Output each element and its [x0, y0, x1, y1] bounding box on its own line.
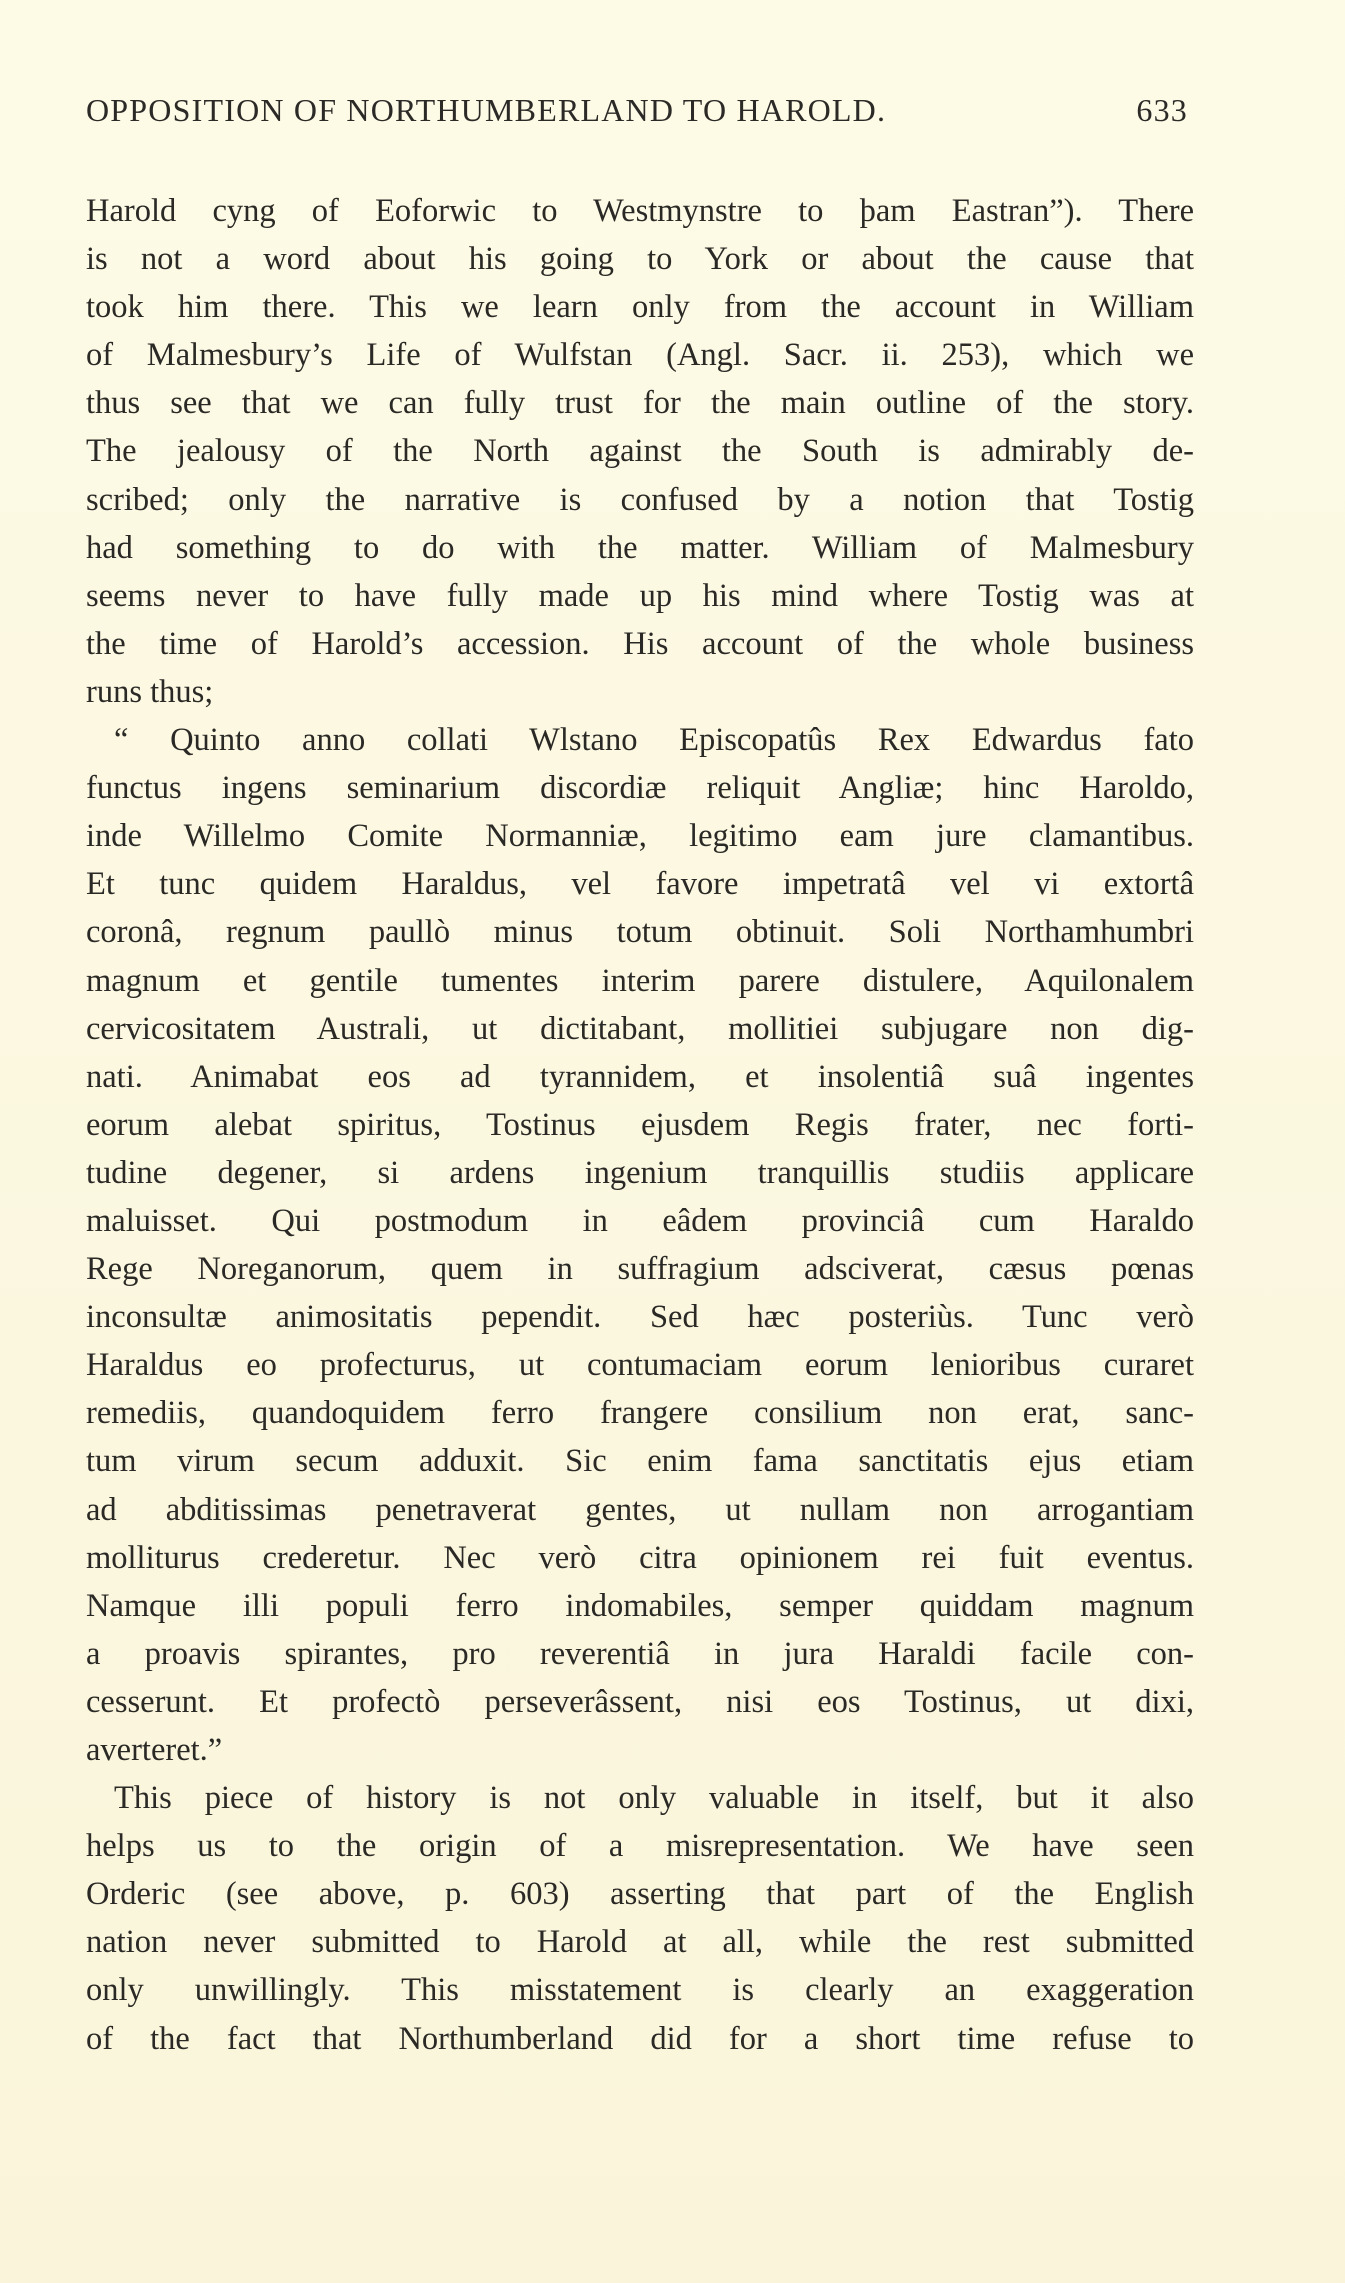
paragraph [86, 187, 1194, 716]
body-text [86, 187, 1194, 2063]
text-line: ad abditissimas penetraverat gentes, ut nullam non arrogantiam [86, 1491, 1194, 1528]
page-number: 633 [1136, 92, 1188, 128]
text-line: This piece of history is not only valuable in itself, but it also [114, 1780, 1194, 1817]
text-line: magnum et gentile tumentes interim parere distulere, Aquilonalem [86, 962, 1194, 999]
quotation-paragraph [86, 716, 1194, 1774]
text-line: nation never submitted to Harold at all, while the rest submitted [86, 1924, 1194, 1961]
text-line: scribed; only the narrative is confused by a notion that Tostig [86, 481, 1194, 518]
text-line: inconsultæ animositatis pependit. Sed hæc posteriùs. Tunc verò [86, 1299, 1194, 1336]
text-line: averteret.” [86, 1732, 223, 1768]
text-line: maluisset. Qui postmodum in eâdem provinciâ cum Haraldo [86, 1202, 1194, 1239]
text-line: Harold cyng of Eoforwic to Westmynstre to þam Eastran”). There [86, 193, 1194, 229]
text-line: cervicositatem Australi, ut dictitabant, mollitiei subjugare non dig- [86, 1010, 1194, 1047]
text-line: of the fact that Northumberland did for a short time refuse to [86, 2020, 1194, 2057]
text-line: Rege Noreganorum, quem in suffragium adsciverat, cæsus pœnas [86, 1251, 1194, 1288]
text-line: Et tunc quidem Haraldus, vel favore impetratâ vel vi extortâ [86, 866, 1194, 903]
text-line: of Malmesbury’s Life of Wulfstan (Angl. Sacr. ii. 253), which we [86, 337, 1194, 374]
text-line: “ Quinto anno collati Wlstano Episcopatûs Rex Edwardus fato [114, 722, 1194, 759]
text-line: Namque illi populi ferro indomabiles, semper quiddam magnum [86, 1587, 1194, 1624]
text-line: coronâ, regnum paullò minus totum obtinuit. Soli Northamhumbri [86, 914, 1194, 951]
text-line: is not a word about his going to York or about the cause that [86, 241, 1194, 278]
text-line: functus ingens seminarium discordiæ reliquit Angliæ; hinc Haroldo, [86, 770, 1194, 807]
text-line: the time of Harold’s accession. His account of the whole business [86, 625, 1194, 662]
text-line: a proavis spirantes, pro reverentiâ in jura Haraldi facile con- [86, 1635, 1194, 1672]
text-line: Orderic (see above, p. 603) asserting that part of the English [86, 1876, 1194, 1913]
text-line: cesserunt. Et profectò perseverâssent, nisi eos Tostinus, ut dixi, [86, 1683, 1194, 1720]
text-line: thus see that we can fully trust for the main outline of the story. [86, 385, 1194, 422]
text-line: tudine degener, si ardens ingenium tranquillis studiis applicare [86, 1154, 1194, 1191]
text-line: remediis, quandoquidem ferro frangere consilium non erat, sanc- [86, 1395, 1194, 1432]
running-head-title: OPPOSITION OF NORTHUMBERLAND TO HAROLD. [86, 92, 887, 128]
text-line: took him there. This we learn only from the account in William [86, 289, 1194, 326]
text-line: The jealousy of the North against the South is admirably de- [86, 433, 1194, 470]
text-line: had something to do with the matter. William of Malmesbury [86, 529, 1194, 566]
text-line: only unwillingly. This misstatement is clearly an exaggeration [86, 1972, 1194, 2009]
text-line: helps us to the origin of a misrepresentation. We have seen [86, 1828, 1194, 1865]
text-line: nati. Animabat eos ad tyrannidem, et insolentiâ suâ ingentes [86, 1058, 1194, 1095]
paragraph [86, 1774, 1194, 2063]
text-line: seems never to have fully made up his mind where Tostig was at [86, 577, 1194, 614]
text-line: molliturus crederetur. Nec verò citra opinionem rei fuit eventus. [86, 1539, 1194, 1576]
text-line: eorum alebat spiritus, Tostinus ejusdem Regis frater, nec forti- [86, 1106, 1194, 1143]
text-line: runs thus; [86, 673, 214, 710]
text-line: Haraldus eo profecturus, ut contumaciam eorum lenioribus curaret [86, 1347, 1194, 1384]
text-line: inde Willelmo Comite Normanniæ, legitimo eam jure clamantibus. [86, 818, 1194, 855]
text-line: tum virum secum adduxit. Sic enim fama sanctitatis ejus etiam [86, 1443, 1194, 1480]
